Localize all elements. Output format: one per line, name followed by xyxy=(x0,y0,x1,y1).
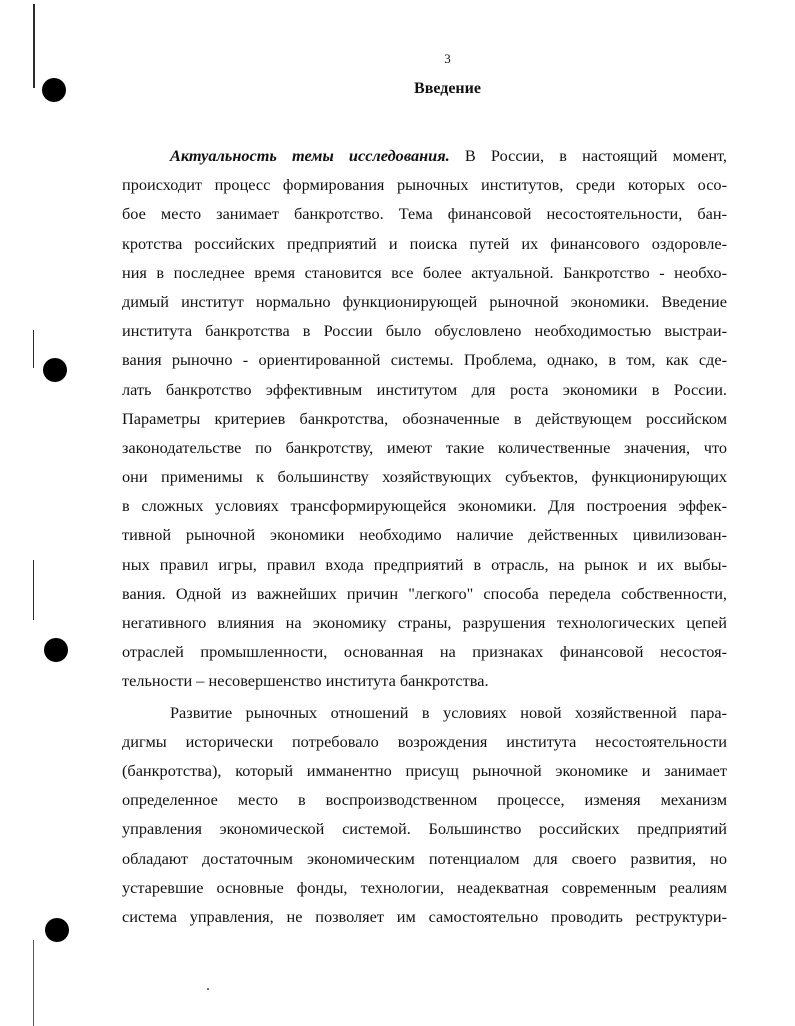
text-line xyxy=(122,141,727,170)
text-line: ния в последнее время становится все более актуальной. Банкротство - необхо- xyxy=(122,262,727,282)
page-left-edge-mark xyxy=(33,940,34,1026)
text-fragment: В России, в настоящий момент, xyxy=(449,146,727,165)
page-left-edge-mark xyxy=(33,330,34,368)
text-line: ных правил игры, правил входа предприятий в отрасль, на рынок и их выбы- xyxy=(122,554,727,574)
scan-speck xyxy=(207,988,209,990)
text-line: отраслей промышленности, основанная на признаках финансовой несостоя- xyxy=(122,642,727,662)
text-line: они применимы к большинству хозяйствующих субъектов, функционирующих xyxy=(122,467,727,487)
text-line: негативного влияния на экономику страны, разрушения технологических цепей xyxy=(122,613,727,632)
text-line: вания. Одной из важнейших причин "легкого" способа передела собственности, xyxy=(122,583,727,603)
page-left-edge-mark xyxy=(33,560,34,620)
text-line: дигмы исторически потребовало возрождения института несостоятельности xyxy=(122,731,727,751)
text-line: бое место занимает банкротство. Тема финансовой несостоятельности, бан- xyxy=(122,204,727,224)
text-line: обладают достаточным экономическим потенциалом для своего развития, но xyxy=(122,848,727,868)
text-line: кротства российских предприятий и поиска путей их финансового оздоровле- xyxy=(122,233,727,253)
punch-hole xyxy=(43,358,67,382)
text-line: тивной рыночной экономики необходимо наличие действенных цивилизован- xyxy=(122,525,727,545)
text-line: Развитие рыночных отношений в условиях новой хозяйственной пара- xyxy=(170,702,727,722)
page-left-edge xyxy=(33,4,35,88)
text-line: Параметры критериев банкротства, обозначенные в действующем российском xyxy=(122,408,727,428)
document-body xyxy=(122,141,727,931)
text-line: происходит процесс формирования рыночных институтов, среди которых осо- xyxy=(122,175,727,195)
text-line: законодательстве по банкротству, имеют такие количественные значения, что xyxy=(122,437,727,457)
punch-hole xyxy=(45,918,69,942)
punch-hole xyxy=(44,638,68,662)
lead-phrase: Актуальность темы исследования. xyxy=(170,146,450,165)
text-line: тельности – несовершенство института банкротства. xyxy=(122,671,489,691)
text-line: димый институт нормально функционирующей рыночной экономики. Введение xyxy=(122,291,727,311)
text-line: лать банкротство эффективным институтом для роста экономики в России. xyxy=(122,379,727,399)
text-line: управления экономической системой. Большинство российских предприятий xyxy=(122,819,727,839)
page-number: 3 xyxy=(444,51,451,66)
text-line: система управления, не позволяет им самостоятельно проводить реструктури- xyxy=(122,906,727,926)
text-line: определенное место в воспроизводственном процессе, изменяя механизм xyxy=(122,790,727,810)
text-line: вания рыночно - ориентированной системы. Проблема, однако, в том, как сде- xyxy=(122,350,727,370)
page-title: Введение xyxy=(414,80,481,97)
text-line: устаревшие основные фонды, технологии, неадекватная современным реалиям xyxy=(122,877,727,897)
text-line: (банкротства), который имманентно присущ рыночной экономике и занимает xyxy=(122,760,727,780)
paragraph xyxy=(122,698,727,932)
text-line: в сложных условиях трансформирующейся экономики. Для построения эффек- xyxy=(122,496,727,516)
text-line: института банкротства в России было обусловлено необходимостью выстраи- xyxy=(122,321,727,341)
paragraph xyxy=(122,141,727,696)
